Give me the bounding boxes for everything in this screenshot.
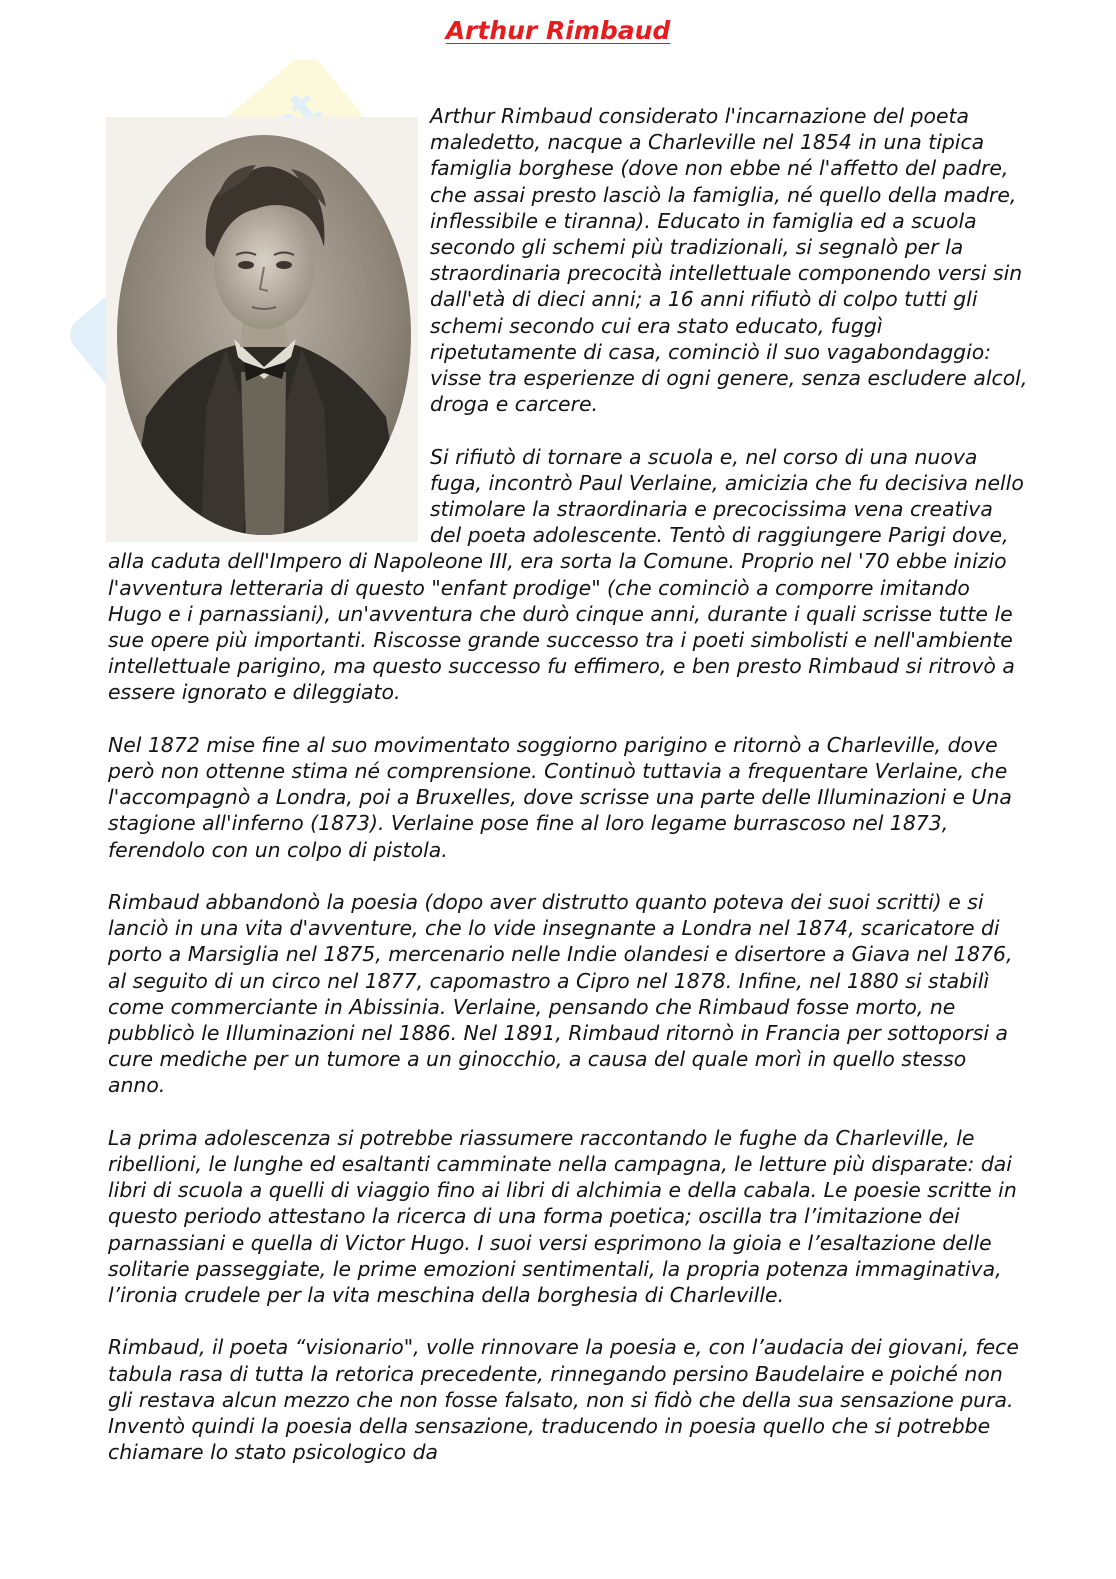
portrait-image	[106, 117, 418, 542]
paragraph-intro: Arthur Rimbaud considerato l'incarnazione del poeta maledetto, nacque a Charleville nel 1854 in una tipica famiglia borghese (dove non ebbe né l'affetto del padre, che assai presto lasciò la famiglia, né quello della madre, inflessibile e tiranna). Educato in famiglia ed a scuola secondo gli schemi più tradizionali, si segnalò per la straordinaria precocità intellettuale componendo versi sin dall'età di dieci anni; a 16 anni rifiutò di colpo tutti gli schemi secondo cui era stato educato, fuggì ripetutamente di casa, cominciò il suo vagabondaggio: visse tra esperienze di ogni genere, senza escludere alcol, droga e carcere.	[430, 104, 1028, 417]
paragraph-adolescence: La prima adolescenza si potrebbe riassumere raccontando le fughe da Charleville, le ribellioni, le lunghe ed esaltanti camminate nella campagna, le letture più disparate: dai libri di scuola a quelli di viaggio fino ai libri di alchimia e della cabala. Le poesie scritte in questo periodo attestano la ricerca di una forma poetica; oscilla tra l’imitazione dei parnassiani e quella di Victor Hugo. I suoi versi esprimono la gioia e l’esaltazione delle solitarie passeggiate, le prime emozioni sentimentali, la propria potenza immaginativa, l’ironia crudele per la vita meschina della borghesia di Charleville.	[108, 1125, 1017, 1308]
paragraph-visionary: Rimbaud, il poeta “visionario", volle rinnovare la poesia e, con l’audacia dei giovani, fece tabula rasa di tutta la retorica precedente, rinnegando persino Baudelaire e poiché non gli restava alcun mezzo che non fosse falsato, non si fidò che della sua sensazione pura. Inventò quindi la poesia della sensazione, traducendo in poesia quello che si potrebbe chiamare lo stato psicologico da	[108, 1335, 1019, 1465]
page-title: Arthur Rimbaud	[445, 16, 671, 45]
portrait-photo	[106, 117, 418, 542]
paragraph-verlaine: Si rifiutò di tornare a scuola e, nel corso di una nuova fuga, incontrò Paul Verlaine, amicizia che fu decisiva nello stimolare la straordinaria e precocissima vena creativa del poeta adolescente. Tentò di raggiungere Parigi dove, alla caduta dell'Impero di Napoleone III, era sorta la Comune. Proprio nel '70 ebbe inizio l'avventura letteraria di questo "enfant prodige" (che cominciò a comporre imitando Hugo e i parnassiani), un'avventura che durò cinque anni, durante i quali scrisse tutte le sue opere più importanti. Riscosse grande successo tra i poeti simbolisti e nell'ambiente intellettuale parigino, ma questo successo fu effimero, e ben presto Rimbaud si ritrovò a essere ignorato e dileggiato.	[108, 444, 1024, 705]
paragraph-1872: Nel 1872 mise fine al suo movimentato soggiorno parigino e ritornò a Charleville, dove però non ottenne stima né comprensione. Continuò tuttavia a frequentare Verlaine, che l'accompagnò a Londra, poi a Bruxelles, dove scrisse una parte delle Illuminazioni e Una stagione all'inferno (1873). Verlaine pose fine al loro legame burrascoso nel 1873, ferendolo con un colpo di pistola.	[108, 732, 1012, 862]
paragraph-adventures: Rimbaud abbandonò la poesia (dopo aver distrutto quanto poteva dei suoi scritti) e si lanciò in una vita d'avventure, che lo vide insegnante a Londra nel 1874, scaricatore di porto a Marsiglia nel 1875, mercenario nelle Indie olandesi e disertore a Giava nel 1876, al seguito di un circo nel 1877, capomastro a Cipro nel 1878. Infine, nel 1880 si stabilì come commerciante in Abissinia. Verlaine, pensando che Rimbaud fosse morto, ne pubblicò le Illuminazioni nel 1886. Nel 1891, Rimbaud ritornò in Francia per sottoporsi a cure mediche per un tumore a un ginocchio, a causa del quale morì in quello stesso anno.	[108, 890, 1013, 1098]
article-body	[108, 103, 1028, 1492]
